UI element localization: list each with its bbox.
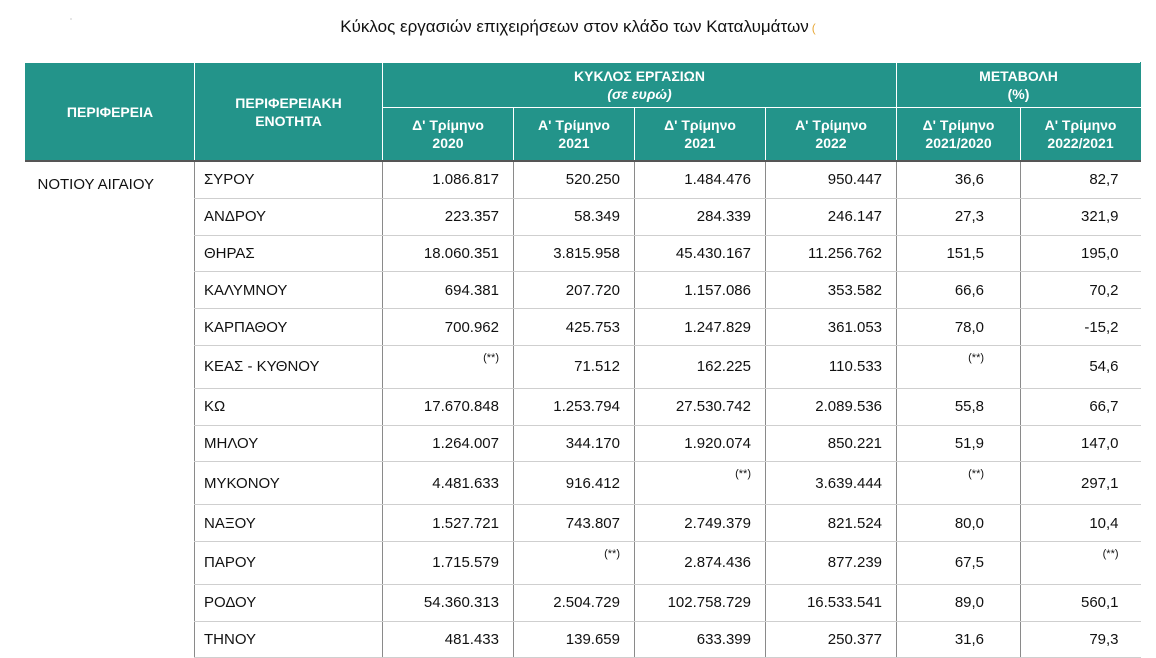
- value-cell: (**): [514, 541, 635, 584]
- title-mark: (: [811, 21, 816, 35]
- value-cell: 344.170: [514, 425, 635, 462]
- value-cell: 250.377: [766, 621, 897, 658]
- value-cell: 481.433: [383, 621, 514, 658]
- value-cell: 27,3: [897, 198, 1021, 235]
- value-cell: 353.582: [766, 272, 897, 309]
- value-cell: 45.430.167: [635, 235, 766, 272]
- value-cell: 31,6: [897, 621, 1021, 658]
- value-cell: 79,3: [1021, 621, 1141, 658]
- header-col-1: Δ' Τρίμηνο 2020: [383, 108, 514, 162]
- value-cell: 10,4: [1021, 505, 1141, 542]
- unit-cell: ΚΕΑΣ - ΚΥΘΝΟΥ: [195, 345, 383, 388]
- value-cell: 80,0: [897, 505, 1021, 542]
- region-cell: ΝΟΤΙΟΥ ΑΙΓΑΙΟΥ: [26, 161, 195, 658]
- value-cell: 361.053: [766, 309, 897, 346]
- value-cell: 71.512: [514, 345, 635, 388]
- value-cell: (**): [383, 345, 514, 388]
- header-col-4: Α' Τρίμηνο 2022: [766, 108, 897, 162]
- table-row: [26, 161, 1141, 198]
- value-cell: 321,9: [1021, 198, 1141, 235]
- value-cell: 58.349: [514, 198, 635, 235]
- value-cell: 520.250: [514, 161, 635, 198]
- value-cell: 70,2: [1021, 272, 1141, 309]
- unit-cell: ΤΗΝΟΥ: [195, 621, 383, 658]
- value-cell: 11.256.762: [766, 235, 897, 272]
- value-cell: 2.089.536: [766, 388, 897, 425]
- value-cell: 4.481.633: [383, 462, 514, 505]
- header-turnover: ΚΥΚΛΟΣ ΕΡΓΑΣΙΩΝ (σε ευρώ): [383, 63, 897, 108]
- value-cell: 1.920.074: [635, 425, 766, 462]
- value-cell: 78,0: [897, 309, 1021, 346]
- header-col-5: Δ' Τρίμηνο 2021/2020: [897, 108, 1021, 162]
- value-cell: 89,0: [897, 584, 1021, 621]
- value-cell: 36,6: [897, 161, 1021, 198]
- value-cell: (**): [897, 462, 1021, 505]
- value-cell: 139.659: [514, 621, 635, 658]
- unit-cell: ΡΟΔΟΥ: [195, 584, 383, 621]
- header-col-2: Α' Τρίμηνο 2021: [514, 108, 635, 162]
- turnover-table: [25, 62, 1141, 658]
- header-col-6: Α' Τρίμηνο 2022/2021: [1021, 108, 1141, 162]
- unit-cell: ΑΝΔΡΟΥ: [195, 198, 383, 235]
- value-cell: 195,0: [1021, 235, 1141, 272]
- value-cell: 27.530.742: [635, 388, 766, 425]
- value-cell: 2.504.729: [514, 584, 635, 621]
- value-cell: 1.086.817: [383, 161, 514, 198]
- value-cell: 284.339: [635, 198, 766, 235]
- value-cell: 633.399: [635, 621, 766, 658]
- value-cell: (**): [635, 462, 766, 505]
- unit-cell: ΣΥΡΟΥ: [195, 161, 383, 198]
- value-cell: 425.753: [514, 309, 635, 346]
- value-cell: 66,7: [1021, 388, 1141, 425]
- value-cell: (**): [1021, 541, 1141, 584]
- header-region: ΠΕΡΙΦΕΡΕΙΑ: [26, 63, 195, 162]
- value-cell: 54.360.313: [383, 584, 514, 621]
- unit-cell: ΝΑΞΟΥ: [195, 505, 383, 542]
- value-cell: 877.239: [766, 541, 897, 584]
- unit-cell: ΚΑΛΥΜΝΟΥ: [195, 272, 383, 309]
- value-cell: 67,5: [897, 541, 1021, 584]
- value-cell: 1.484.476: [635, 161, 766, 198]
- value-cell: 1.253.794: [514, 388, 635, 425]
- value-cell: 246.147: [766, 198, 897, 235]
- value-cell: 223.357: [383, 198, 514, 235]
- value-cell: 1.264.007: [383, 425, 514, 462]
- value-cell: 207.720: [514, 272, 635, 309]
- value-cell: 3.639.444: [766, 462, 897, 505]
- value-cell: 55,8: [897, 388, 1021, 425]
- value-cell: 17.670.848: [383, 388, 514, 425]
- unit-cell: ΚΑΡΠΑΘΟΥ: [195, 309, 383, 346]
- value-cell: 151,5: [897, 235, 1021, 272]
- header-unit: ΠΕΡΙΦΕΡΕΙΑΚΗ ΕΝΟΤΗΤΑ: [195, 63, 383, 162]
- value-cell: -15,2: [1021, 309, 1141, 346]
- value-cell: 1.715.579: [383, 541, 514, 584]
- page-title: [0, 17, 1156, 37]
- value-cell: 2.749.379: [635, 505, 766, 542]
- value-cell: 1.247.829: [635, 309, 766, 346]
- unit-cell: ΘΗΡΑΣ: [195, 235, 383, 272]
- value-cell: 82,7: [1021, 161, 1141, 198]
- unit-cell: ΠΑΡΟΥ: [195, 541, 383, 584]
- value-cell: 102.758.729: [635, 584, 766, 621]
- value-cell: 66,6: [897, 272, 1021, 309]
- value-cell: 110.533: [766, 345, 897, 388]
- value-cell: 916.412: [514, 462, 635, 505]
- title-text: Κύκλος εργασιών επιχειρήσεων στον κλάδο των Καταλυμάτων: [340, 17, 809, 36]
- value-cell: 821.524: [766, 505, 897, 542]
- value-cell: 3.815.958: [514, 235, 635, 272]
- value-cell: 743.807: [514, 505, 635, 542]
- value-cell: 850.221: [766, 425, 897, 462]
- value-cell: 694.381: [383, 272, 514, 309]
- value-cell: 51,9: [897, 425, 1021, 462]
- header-change: ΜΕΤΑΒΟΛΗ (%): [897, 63, 1141, 108]
- value-cell: 950.447: [766, 161, 897, 198]
- unit-cell: ΚΩ: [195, 388, 383, 425]
- value-cell: 162.225: [635, 345, 766, 388]
- value-cell: 297,1: [1021, 462, 1141, 505]
- header-col-3: Δ' Τρίμηνο 2021: [635, 108, 766, 162]
- value-cell: 16.533.541: [766, 584, 897, 621]
- unit-cell: ΜΥΚΟΝΟΥ: [195, 462, 383, 505]
- value-cell: 560,1: [1021, 584, 1141, 621]
- value-cell: 700.962: [383, 309, 514, 346]
- value-cell: 1.527.721: [383, 505, 514, 542]
- value-cell: 147,0: [1021, 425, 1141, 462]
- table-body: [26, 161, 1141, 658]
- value-cell: 18.060.351: [383, 235, 514, 272]
- value-cell: 2.874.436: [635, 541, 766, 584]
- value-cell: 1.157.086: [635, 272, 766, 309]
- value-cell: (**): [897, 345, 1021, 388]
- unit-cell: ΜΗΛΟΥ: [195, 425, 383, 462]
- value-cell: 54,6: [1021, 345, 1141, 388]
